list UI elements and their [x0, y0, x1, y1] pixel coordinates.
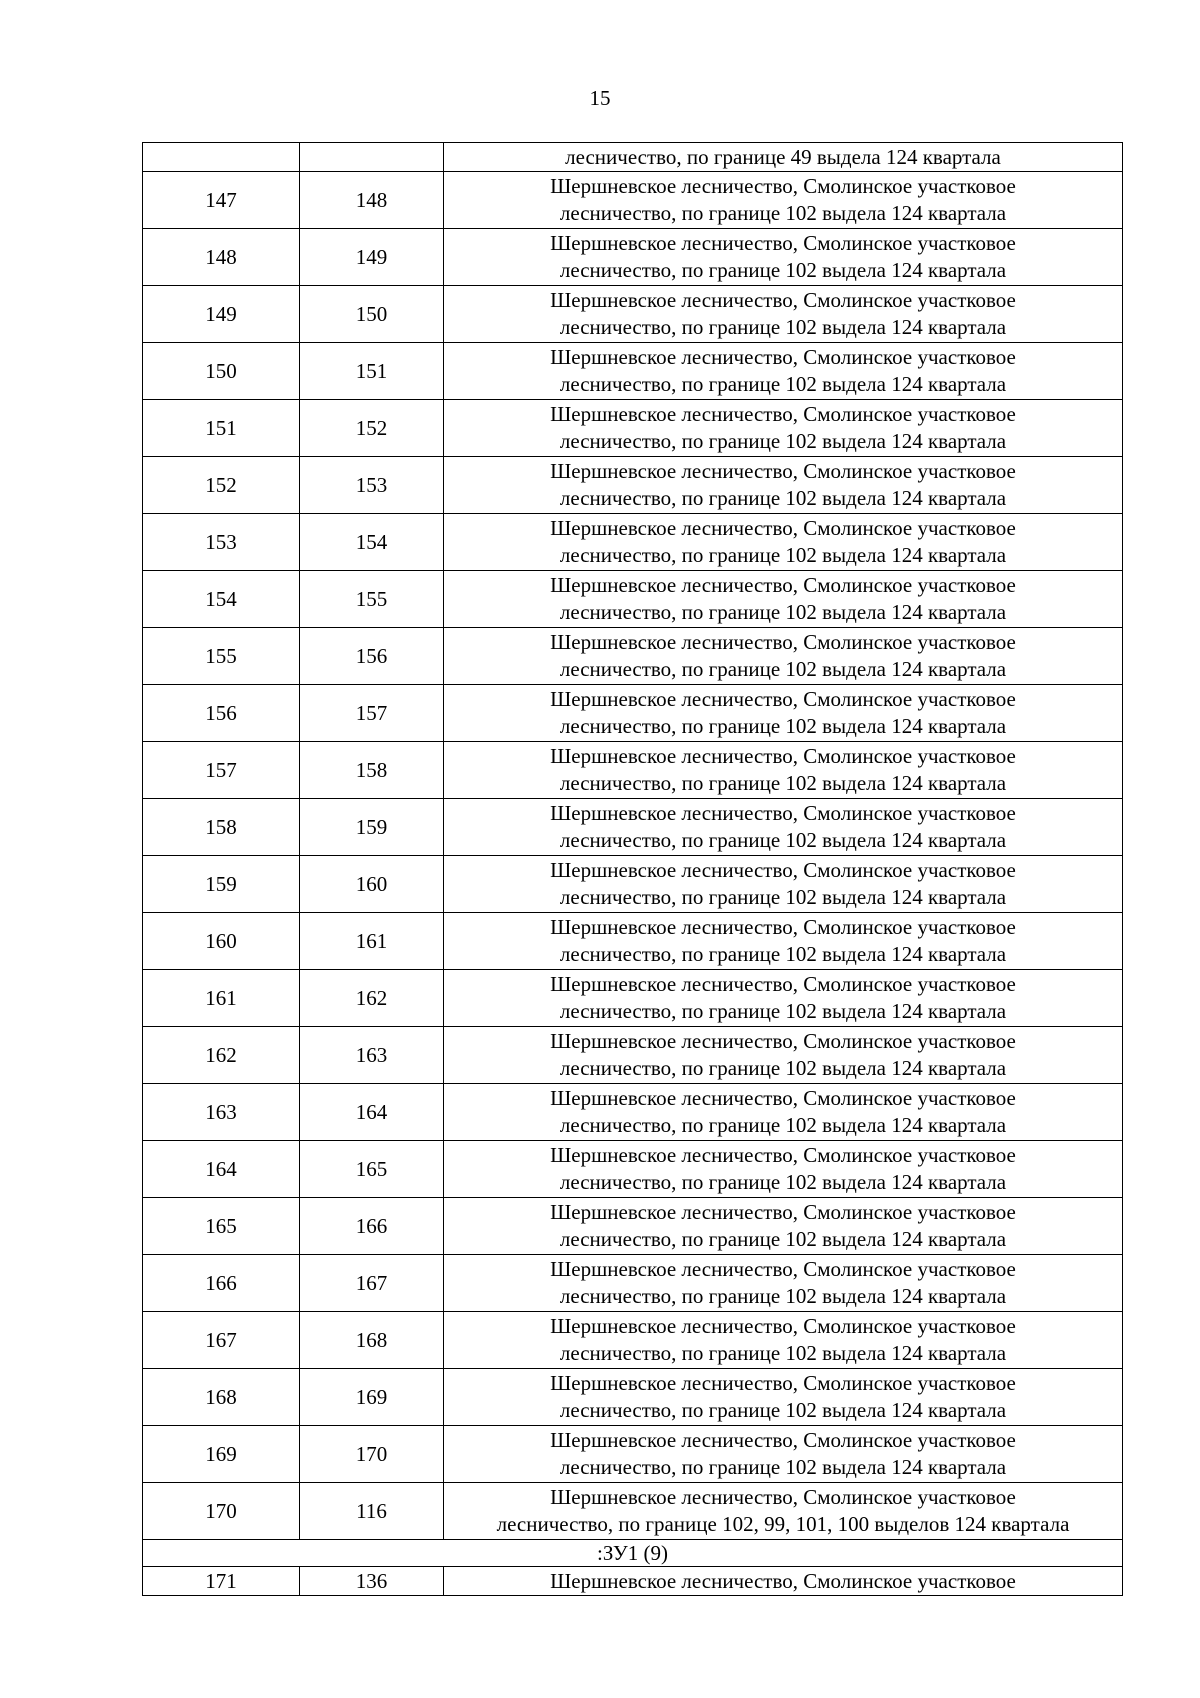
cell-to: 164	[300, 1084, 444, 1141]
cell-description	[444, 1483, 1123, 1540]
description-line-2: лесничество, по границе 102 выдела 124 квартала	[559, 1170, 1007, 1194]
cell-to: 159	[300, 799, 444, 856]
cell-from: 151	[143, 400, 300, 457]
cell-from: 162	[143, 1027, 300, 1084]
table-row	[143, 1483, 1123, 1540]
cell-from: 169	[143, 1426, 300, 1483]
description-line-2: лесничество, по границе 102 выдела 124 квартала	[559, 1284, 1007, 1308]
description-line-2: лесничество, по границе 102 выдела 124 квартала	[559, 1227, 1007, 1251]
cell-description: Шершневское лесничество, Смолинское участковое	[444, 1567, 1123, 1596]
cell-from: 168	[143, 1369, 300, 1426]
page-number: 15	[589, 86, 611, 110]
cell-to: 158	[300, 742, 444, 799]
cell-from: 152	[143, 457, 300, 514]
cell-to: 169	[300, 1369, 444, 1426]
cell-from: 165	[143, 1198, 300, 1255]
table-row	[143, 742, 1123, 799]
table-row-continuation	[143, 143, 1123, 172]
cell-to: 136	[300, 1567, 444, 1596]
description-line-2: лесничество, по границе 102 выдела 124 квартала	[559, 201, 1007, 225]
cell-from: 153	[143, 514, 300, 571]
table-row	[143, 571, 1123, 628]
table-row	[143, 1369, 1123, 1426]
table-row	[143, 1027, 1123, 1084]
cell-description	[444, 1141, 1123, 1198]
cell-to: 151	[300, 343, 444, 400]
cell-description	[444, 799, 1123, 856]
cell-description	[444, 1084, 1123, 1141]
cell-description	[444, 1255, 1123, 1312]
cell-from: 154	[143, 571, 300, 628]
description-line-2: лесничество, по границе 102 выдела 124 квартала	[559, 942, 1007, 966]
description-line-1: Шершневское лесничество, Смолинское участковое	[550, 744, 1016, 768]
table-row	[143, 1567, 1123, 1596]
table-row	[143, 1426, 1123, 1483]
cell-to: 156	[300, 628, 444, 685]
description-line-2: лесничество, по границе 102, 99, 101, 100 выделов 124 квартала	[496, 1512, 1070, 1536]
cell-from: 148	[143, 229, 300, 286]
section-label: :ЗУ1 (9)	[143, 1540, 1123, 1567]
cell-to	[300, 143, 444, 172]
description-line-1: Шершневское лесничество, Смолинское участковое	[550, 915, 1016, 939]
description-line-1: Шершневское лесничество, Смолинское участковое	[550, 516, 1016, 540]
table-row	[143, 913, 1123, 970]
description-line-1: Шершневское лесничество, Смолинское участковое	[550, 573, 1016, 597]
description-line-1: Шершневское лесничество, Смолинское участковое	[550, 1485, 1016, 1509]
table-row	[143, 1084, 1123, 1141]
description-line-1: Шершневское лесничество, Смолинское участковое	[550, 1428, 1016, 1452]
description-line-1: Шершневское лесничество, Смолинское участковое	[550, 1371, 1016, 1395]
cell-to: 163	[300, 1027, 444, 1084]
cell-to: 167	[300, 1255, 444, 1312]
cell-description	[444, 970, 1123, 1027]
description-line-2: лесничество, по границе 102 выдела 124 квартала	[559, 714, 1007, 738]
cell-from: 161	[143, 970, 300, 1027]
description-line-2: лесничество, по границе 102 выдела 124 квартала	[559, 885, 1007, 909]
cell-from: 156	[143, 685, 300, 742]
cell-to: 150	[300, 286, 444, 343]
table-row	[143, 1312, 1123, 1369]
description-line-2: лесничество, по границе 102 выдела 124 квартала	[559, 828, 1007, 852]
table-row	[143, 514, 1123, 571]
cell-description: лесничество, по границе 49 выдела 124 квартала	[444, 143, 1123, 172]
cell-to: 154	[300, 514, 444, 571]
description-line-1: Шершневское лесничество, Смолинское участковое	[550, 231, 1016, 255]
description-line-1: Шершневское лесничество, Смолинское участковое	[550, 1143, 1016, 1167]
cell-description	[444, 343, 1123, 400]
cell-description	[444, 571, 1123, 628]
cell-from: 150	[143, 343, 300, 400]
description-line-1: Шершневское лесничество, Смолинское участковое	[550, 1029, 1016, 1053]
cell-to: 160	[300, 856, 444, 913]
description-line-1: Шершневское лесничество, Смолинское участковое	[550, 459, 1016, 483]
table-row	[143, 1141, 1123, 1198]
description-line-1: Шершневское лесничество, Смолинское участковое	[550, 1314, 1016, 1338]
cell-from: 167	[143, 1312, 300, 1369]
description-line-1: Шершневское лесничество, Смолинское участковое	[550, 858, 1016, 882]
description-line-2: лесничество, по границе 102 выдела 124 квартала	[559, 657, 1007, 681]
cell-description	[444, 1312, 1123, 1369]
cell-description	[444, 685, 1123, 742]
cell-description	[444, 1027, 1123, 1084]
cell-to: 162	[300, 970, 444, 1027]
cell-from: 155	[143, 628, 300, 685]
cell-to: 148	[300, 172, 444, 229]
description-line-2: лесничество, по границе 102 выдела 124 квартала	[559, 1341, 1007, 1365]
table-row	[143, 1255, 1123, 1312]
description-line-1: Шершневское лесничество, Смолинское участковое	[550, 687, 1016, 711]
cell-to: 165	[300, 1141, 444, 1198]
cell-from: 160	[143, 913, 300, 970]
description-line-2: лесничество, по границе 102 выдела 124 квартала	[559, 258, 1007, 282]
cell-to: 157	[300, 685, 444, 742]
cell-description	[444, 457, 1123, 514]
description-line-2: лесничество, по границе 102 выдела 124 квартала	[559, 315, 1007, 339]
table-row	[143, 799, 1123, 856]
cell-to: 149	[300, 229, 444, 286]
description-line-2: лесничество, по границе 102 выдела 124 квартала	[559, 600, 1007, 624]
description-line-1: Шершневское лесничество, Смолинское участковое	[550, 174, 1016, 198]
table-row	[143, 286, 1123, 343]
description-line-1: Шершневское лесничество, Смолинское участковое	[550, 402, 1016, 426]
description-line-1: Шершневское лесничество, Смолинское участковое	[550, 1086, 1016, 1110]
cell-from: 158	[143, 799, 300, 856]
description-line-1: Шершневское лесничество, Смолинское участковое	[550, 1200, 1016, 1224]
cell-description	[444, 913, 1123, 970]
cell-to: 155	[300, 571, 444, 628]
description-line-2: лесничество, по границе 102 выдела 124 квартала	[559, 771, 1007, 795]
description-line-1: Шершневское лесничество, Смолинское участковое	[550, 345, 1016, 369]
description-line-2: лесничество, по границе 102 выдела 124 квартала	[559, 543, 1007, 567]
cell-description	[444, 172, 1123, 229]
table-row	[143, 343, 1123, 400]
cell-description	[444, 229, 1123, 286]
cell-description	[444, 742, 1123, 799]
cell-description	[444, 1198, 1123, 1255]
table-body	[143, 143, 1123, 1596]
cell-from: 147	[143, 172, 300, 229]
description-line-2: лесничество, по границе 102 выдела 124 квартала	[559, 1455, 1007, 1479]
table-row	[143, 457, 1123, 514]
cell-to: 152	[300, 400, 444, 457]
description-line-2: лесничество, по границе 102 выдела 124 квартала	[559, 1113, 1007, 1137]
description-line-1: Шершневское лесничество, Смолинское участковое	[550, 801, 1016, 825]
table-row	[143, 172, 1123, 229]
cell-description	[444, 856, 1123, 913]
description-line-2: лесничество, по границе 102 выдела 124 квартала	[559, 372, 1007, 396]
description-line-1: Шершневское лесничество, Смолинское участковое	[550, 972, 1016, 996]
table-row	[143, 685, 1123, 742]
cell-description	[444, 286, 1123, 343]
cell-description	[444, 1426, 1123, 1483]
cell-description	[444, 514, 1123, 571]
table-row	[143, 229, 1123, 286]
cell-from: 149	[143, 286, 300, 343]
table-row	[143, 856, 1123, 913]
cell-from: 166	[143, 1255, 300, 1312]
cell-from: 171	[143, 1567, 300, 1596]
cell-to: 153	[300, 457, 444, 514]
table-row	[143, 628, 1123, 685]
description-line-2: лесничество, по границе 102 выдела 124 квартала	[559, 999, 1007, 1023]
table-row	[143, 970, 1123, 1027]
cell-to: 168	[300, 1312, 444, 1369]
cell-to: 170	[300, 1426, 444, 1483]
cell-to: 166	[300, 1198, 444, 1255]
cell-description	[444, 628, 1123, 685]
cell-from	[143, 143, 300, 172]
cell-to: 161	[300, 913, 444, 970]
cell-from: 170	[143, 1483, 300, 1540]
cell-description	[444, 400, 1123, 457]
description-line-2: лесничество, по границе 102 выдела 124 квартала	[559, 486, 1007, 510]
description-line-1: Шершневское лесничество, Смолинское участковое	[550, 630, 1016, 654]
description-line-2: лесничество, по границе 102 выдела 124 квартала	[559, 1056, 1007, 1080]
cell-from: 157	[143, 742, 300, 799]
table-row	[143, 400, 1123, 457]
description-line-1: Шершневское лесничество, Смолинское участковое	[550, 1257, 1016, 1281]
boundary-table	[142, 142, 1123, 1596]
description-line-2: лесничество, по границе 102 выдела 124 квартала	[559, 1398, 1007, 1422]
description-line-2: лесничество, по границе 102 выдела 124 квартала	[559, 429, 1007, 453]
cell-description	[444, 1369, 1123, 1426]
cell-from: 159	[143, 856, 300, 913]
section-header-row	[143, 1540, 1123, 1567]
cell-to: 116	[300, 1483, 444, 1540]
description-line-1: Шершневское лесничество, Смолинское участковое	[550, 288, 1016, 312]
cell-from: 163	[143, 1084, 300, 1141]
cell-from: 164	[143, 1141, 300, 1198]
table-row	[143, 1198, 1123, 1255]
